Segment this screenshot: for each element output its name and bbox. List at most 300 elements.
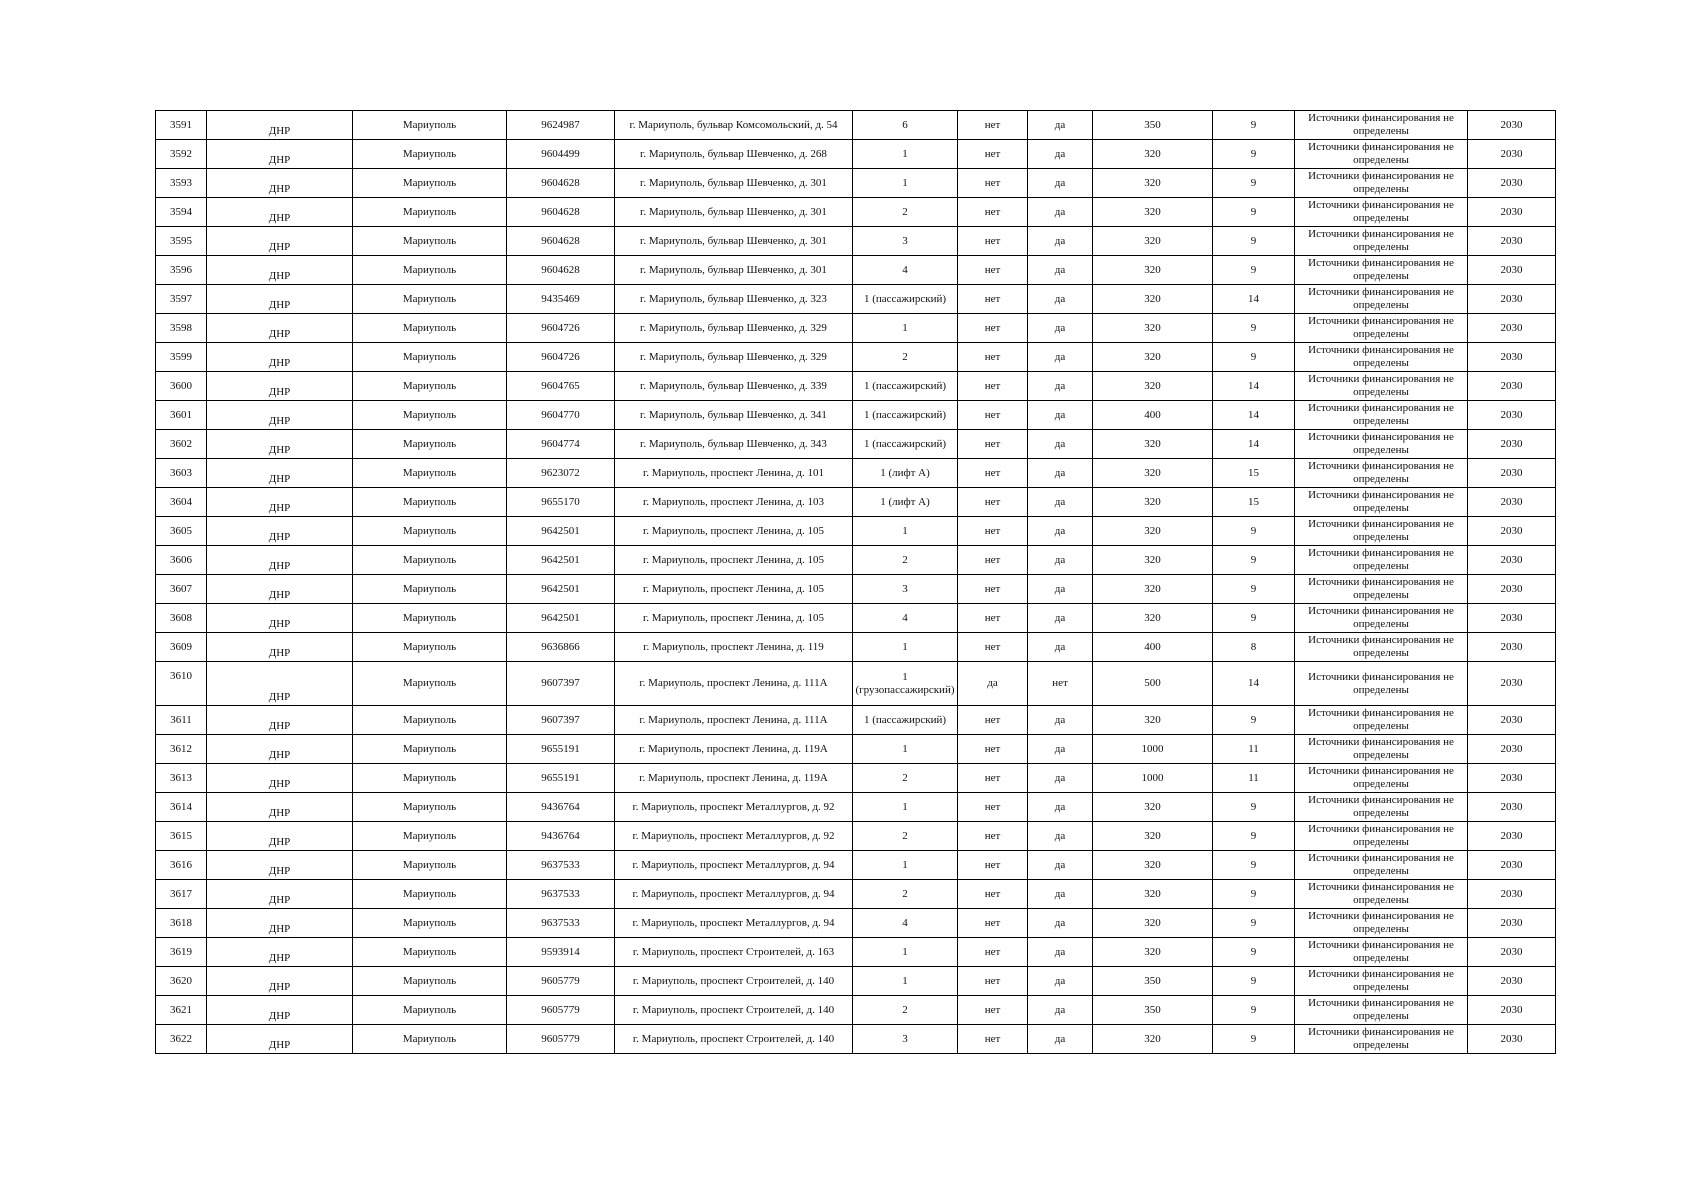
cell-row-number: 3610 [156, 662, 207, 706]
cell-flag-b: да [1028, 735, 1093, 764]
cell-elevator-number: 3 [853, 575, 958, 604]
cell-building-id: 9604628 [507, 227, 615, 256]
cell-address: г. Мариуполь, бульвар Шевченко, д. 301 [615, 256, 853, 285]
cell-row-number: 3602 [156, 430, 207, 459]
cell-elevator-number: 1 (лифт А) [853, 459, 958, 488]
cell-city: Мариуполь [353, 575, 507, 604]
cell-year: 2030 [1468, 706, 1556, 735]
cell-flag-b: да [1028, 314, 1093, 343]
cell-building-id: 9623072 [507, 459, 615, 488]
cell-flag-b: да [1028, 169, 1093, 198]
cell-city: Мариуполь [353, 140, 507, 169]
cell-floors: 14 [1213, 401, 1295, 430]
cell-flag-a: да [958, 662, 1028, 706]
cell-address: г. Мариуполь, бульвар Шевченко, д. 301 [615, 227, 853, 256]
cell-flag-a: нет [958, 546, 1028, 575]
cell-funding-source: Источники финансирования не определены [1295, 938, 1468, 967]
cell-row-number: 3599 [156, 343, 207, 372]
cell-flag-b: да [1028, 285, 1093, 314]
cell-capacity: 400 [1093, 401, 1213, 430]
cell-row-number: 3620 [156, 967, 207, 996]
cell-region: ДНР [207, 1025, 353, 1054]
cell-year: 2030 [1468, 996, 1556, 1025]
cell-flag-b: да [1028, 430, 1093, 459]
cell-city: Мариуполь [353, 169, 507, 198]
table-row [156, 851, 1556, 880]
cell-city: Мариуполь [353, 198, 507, 227]
cell-flag-b: да [1028, 633, 1093, 662]
cell-building-id: 9642501 [507, 517, 615, 546]
cell-capacity: 320 [1093, 285, 1213, 314]
cell-row-number: 3594 [156, 198, 207, 227]
cell-year: 2030 [1468, 140, 1556, 169]
cell-year: 2030 [1468, 111, 1556, 140]
cell-flag-a: нет [958, 575, 1028, 604]
cell-row-number: 3609 [156, 633, 207, 662]
cell-region: ДНР [207, 764, 353, 793]
cell-flag-a: нет [958, 517, 1028, 546]
cell-address: г. Мариуполь, проспект Ленина, д. 119А [615, 735, 853, 764]
cell-floors: 9 [1213, 996, 1295, 1025]
cell-city: Мариуполь [353, 793, 507, 822]
cell-region: ДНР [207, 459, 353, 488]
cell-building-id: 9604765 [507, 372, 615, 401]
cell-address: г. Мариуполь, бульвар Комсомольский, д. 54 [615, 111, 853, 140]
cell-flag-a: нет [958, 793, 1028, 822]
cell-row-number: 3601 [156, 401, 207, 430]
cell-region: ДНР [207, 662, 353, 706]
table-row [156, 111, 1556, 140]
cell-capacity: 320 [1093, 822, 1213, 851]
cell-flag-b: да [1028, 517, 1093, 546]
cell-capacity: 320 [1093, 851, 1213, 880]
cell-floors: 14 [1213, 285, 1295, 314]
cell-flag-b: да [1028, 372, 1093, 401]
cell-city: Мариуполь [353, 764, 507, 793]
cell-flag-a: нет [958, 880, 1028, 909]
cell-elevator-number: 2 [853, 198, 958, 227]
cell-flag-a: нет [958, 140, 1028, 169]
cell-city: Мариуполь [353, 604, 507, 633]
cell-floors: 9 [1213, 822, 1295, 851]
cell-region: ДНР [207, 314, 353, 343]
cell-elevator-number: 2 [853, 880, 958, 909]
cell-floors: 9 [1213, 198, 1295, 227]
cell-flag-a: нет [958, 764, 1028, 793]
cell-flag-a: нет [958, 198, 1028, 227]
table-row [156, 198, 1556, 227]
cell-year: 2030 [1468, 517, 1556, 546]
cell-building-id: 9642501 [507, 546, 615, 575]
table-row [156, 285, 1556, 314]
cell-region: ДНР [207, 198, 353, 227]
table-row [156, 314, 1556, 343]
cell-year: 2030 [1468, 764, 1556, 793]
elevator-table [155, 110, 1556, 1054]
cell-year: 2030 [1468, 909, 1556, 938]
cell-elevator-number: 1 (грузопассажирский) [853, 662, 958, 706]
cell-row-number: 3617 [156, 880, 207, 909]
cell-floors: 9 [1213, 546, 1295, 575]
cell-region: ДНР [207, 822, 353, 851]
cell-elevator-number: 2 [853, 764, 958, 793]
cell-funding-source: Источники финансирования не определены [1295, 401, 1468, 430]
table-row [156, 938, 1556, 967]
cell-city: Мариуполь [353, 1025, 507, 1054]
cell-address: г. Мариуполь, бульвар Шевченко, д. 301 [615, 198, 853, 227]
table-row [156, 793, 1556, 822]
cell-city: Мариуполь [353, 314, 507, 343]
cell-capacity: 320 [1093, 459, 1213, 488]
cell-building-id: 9436764 [507, 793, 615, 822]
cell-region: ДНР [207, 430, 353, 459]
cell-address: г. Мариуполь, проспект Ленина, д. 119А [615, 764, 853, 793]
cell-capacity: 350 [1093, 967, 1213, 996]
cell-funding-source: Источники финансирования не определены [1295, 488, 1468, 517]
cell-flag-b: да [1028, 256, 1093, 285]
cell-building-id: 9604770 [507, 401, 615, 430]
cell-elevator-number: 1 [853, 793, 958, 822]
cell-elevator-number: 1 [853, 851, 958, 880]
cell-address: г. Мариуполь, проспект Ленина, д. 105 [615, 517, 853, 546]
cell-region: ДНР [207, 604, 353, 633]
cell-funding-source: Источники финансирования не определены [1295, 764, 1468, 793]
cell-funding-source: Источники финансирования не определены [1295, 996, 1468, 1025]
cell-address: г. Мариуполь, проспект Металлургов, д. 94 [615, 851, 853, 880]
cell-flag-a: нет [958, 227, 1028, 256]
cell-row-number: 3612 [156, 735, 207, 764]
cell-city: Мариуполь [353, 111, 507, 140]
cell-address: г. Мариуполь, проспект Строителей, д. 163 [615, 938, 853, 967]
cell-flag-b: да [1028, 764, 1093, 793]
table-row [156, 575, 1556, 604]
cell-funding-source: Источники финансирования не определены [1295, 111, 1468, 140]
cell-year: 2030 [1468, 938, 1556, 967]
cell-city: Мариуполь [353, 227, 507, 256]
cell-row-number: 3596 [156, 256, 207, 285]
cell-address: г. Мариуполь, бульвар Шевченко, д. 323 [615, 285, 853, 314]
cell-row-number: 3622 [156, 1025, 207, 1054]
cell-building-id: 9605779 [507, 967, 615, 996]
cell-flag-a: нет [958, 343, 1028, 372]
cell-floors: 9 [1213, 1025, 1295, 1054]
cell-floors: 14 [1213, 372, 1295, 401]
cell-address: г. Мариуполь, проспект Ленина, д. 119 [615, 633, 853, 662]
cell-elevator-number: 1 [853, 735, 958, 764]
cell-row-number: 3607 [156, 575, 207, 604]
cell-floors: 9 [1213, 314, 1295, 343]
cell-elevator-number: 2 [853, 546, 958, 575]
cell-flag-a: нет [958, 706, 1028, 735]
cell-floors: 9 [1213, 909, 1295, 938]
table-row [156, 517, 1556, 546]
cell-address: г. Мариуполь, бульвар Шевченко, д. 268 [615, 140, 853, 169]
cell-region: ДНР [207, 227, 353, 256]
cell-year: 2030 [1468, 285, 1556, 314]
cell-funding-source: Источники финансирования не определены [1295, 909, 1468, 938]
cell-capacity: 320 [1093, 909, 1213, 938]
cell-funding-source: Источники финансирования не определены [1295, 285, 1468, 314]
cell-building-id: 9435469 [507, 285, 615, 314]
cell-row-number: 3618 [156, 909, 207, 938]
cell-flag-b: да [1028, 909, 1093, 938]
table-row [156, 996, 1556, 1025]
cell-capacity: 320 [1093, 140, 1213, 169]
cell-capacity: 320 [1093, 604, 1213, 633]
cell-capacity: 400 [1093, 633, 1213, 662]
cell-building-id: 9604499 [507, 140, 615, 169]
cell-row-number: 3621 [156, 996, 207, 1025]
cell-year: 2030 [1468, 575, 1556, 604]
table-row [156, 546, 1556, 575]
cell-city: Мариуполь [353, 401, 507, 430]
cell-city: Мариуполь [353, 517, 507, 546]
table-row [156, 662, 1556, 706]
cell-funding-source: Источники финансирования не определены [1295, 575, 1468, 604]
cell-flag-b: да [1028, 546, 1093, 575]
cell-elevator-number: 1 (пассажирский) [853, 372, 958, 401]
cell-funding-source: Источники финансирования не определены [1295, 1025, 1468, 1054]
cell-funding-source: Источники финансирования не определены [1295, 662, 1468, 706]
cell-flag-b: да [1028, 343, 1093, 372]
cell-building-id: 9604774 [507, 430, 615, 459]
table-row [156, 227, 1556, 256]
cell-region: ДНР [207, 909, 353, 938]
cell-year: 2030 [1468, 880, 1556, 909]
cell-city: Мариуполь [353, 880, 507, 909]
cell-flag-a: нет [958, 1025, 1028, 1054]
cell-address: г. Мариуполь, проспект Ленина, д. 111А [615, 706, 853, 735]
cell-building-id: 9642501 [507, 604, 615, 633]
cell-row-number: 3614 [156, 793, 207, 822]
cell-year: 2030 [1468, 662, 1556, 706]
table-row [156, 764, 1556, 793]
cell-funding-source: Источники финансирования не определены [1295, 169, 1468, 198]
cell-region: ДНР [207, 546, 353, 575]
cell-region: ДНР [207, 938, 353, 967]
cell-building-id: 9604726 [507, 314, 615, 343]
cell-building-id: 9607397 [507, 662, 615, 706]
cell-floors: 9 [1213, 517, 1295, 546]
cell-region: ДНР [207, 517, 353, 546]
cell-building-id: 9655191 [507, 735, 615, 764]
cell-city: Мариуполь [353, 909, 507, 938]
cell-capacity: 320 [1093, 517, 1213, 546]
cell-year: 2030 [1468, 488, 1556, 517]
cell-region: ДНР [207, 343, 353, 372]
table-row [156, 459, 1556, 488]
cell-region: ДНР [207, 401, 353, 430]
table-row [156, 735, 1556, 764]
cell-building-id: 9436764 [507, 822, 615, 851]
cell-elevator-number: 1 [853, 633, 958, 662]
cell-flag-a: нет [958, 909, 1028, 938]
cell-flag-a: нет [958, 430, 1028, 459]
cell-year: 2030 [1468, 735, 1556, 764]
cell-elevator-number: 1 [853, 967, 958, 996]
table-row [156, 169, 1556, 198]
cell-region: ДНР [207, 851, 353, 880]
cell-floors: 9 [1213, 575, 1295, 604]
cell-flag-b: да [1028, 488, 1093, 517]
cell-elevator-number: 4 [853, 604, 958, 633]
cell-year: 2030 [1468, 793, 1556, 822]
cell-building-id: 9636866 [507, 633, 615, 662]
cell-capacity: 320 [1093, 938, 1213, 967]
cell-elevator-number: 1 [853, 938, 958, 967]
table-row [156, 343, 1556, 372]
cell-capacity: 320 [1093, 546, 1213, 575]
cell-address: г. Мариуполь, проспект Металлургов, д. 94 [615, 909, 853, 938]
table-row [156, 880, 1556, 909]
cell-flag-a: нет [958, 314, 1028, 343]
cell-flag-b: да [1028, 851, 1093, 880]
cell-flag-b: да [1028, 938, 1093, 967]
cell-flag-a: нет [958, 735, 1028, 764]
cell-capacity: 320 [1093, 706, 1213, 735]
cell-capacity: 320 [1093, 256, 1213, 285]
cell-city: Мариуполь [353, 459, 507, 488]
cell-floors: 9 [1213, 169, 1295, 198]
cell-year: 2030 [1468, 256, 1556, 285]
cell-capacity: 320 [1093, 488, 1213, 517]
cell-building-id: 9637533 [507, 880, 615, 909]
cell-flag-a: нет [958, 111, 1028, 140]
table-row [156, 401, 1556, 430]
cell-elevator-number: 1 (пассажирский) [853, 430, 958, 459]
cell-address: г. Мариуполь, бульвар Шевченко, д. 301 [615, 169, 853, 198]
cell-building-id: 9655170 [507, 488, 615, 517]
cell-address: г. Мариуполь, проспект Ленина, д. 105 [615, 604, 853, 633]
table-row [156, 822, 1556, 851]
cell-city: Мариуполь [353, 938, 507, 967]
cell-flag-a: нет [958, 372, 1028, 401]
cell-city: Мариуполь [353, 633, 507, 662]
document-page [155, 110, 1556, 1054]
cell-flag-b: да [1028, 459, 1093, 488]
table-row [156, 633, 1556, 662]
cell-capacity: 320 [1093, 430, 1213, 459]
cell-row-number: 3611 [156, 706, 207, 735]
cell-building-id: 9637533 [507, 909, 615, 938]
cell-building-id: 9655191 [507, 764, 615, 793]
cell-region: ДНР [207, 575, 353, 604]
cell-floors: 9 [1213, 938, 1295, 967]
cell-building-id: 9593914 [507, 938, 615, 967]
cell-funding-source: Источники финансирования не определены [1295, 343, 1468, 372]
cell-city: Мариуполь [353, 488, 507, 517]
table-row [156, 430, 1556, 459]
cell-city: Мариуполь [353, 851, 507, 880]
cell-year: 2030 [1468, 822, 1556, 851]
cell-address: г. Мариуполь, проспект Ленина, д. 111А [615, 662, 853, 706]
cell-elevator-number: 1 (лифт А) [853, 488, 958, 517]
cell-year: 2030 [1468, 1025, 1556, 1054]
cell-floors: 9 [1213, 343, 1295, 372]
cell-row-number: 3598 [156, 314, 207, 343]
cell-row-number: 3608 [156, 604, 207, 633]
cell-flag-a: нет [958, 169, 1028, 198]
cell-year: 2030 [1468, 851, 1556, 880]
cell-year: 2030 [1468, 459, 1556, 488]
cell-region: ДНР [207, 706, 353, 735]
cell-year: 2030 [1468, 314, 1556, 343]
cell-flag-b: да [1028, 996, 1093, 1025]
cell-row-number: 3591 [156, 111, 207, 140]
cell-capacity: 320 [1093, 343, 1213, 372]
cell-capacity: 320 [1093, 880, 1213, 909]
cell-funding-source: Источники финансирования не определены [1295, 604, 1468, 633]
cell-funding-source: Источники финансирования не определены [1295, 546, 1468, 575]
cell-city: Мариуполь [353, 256, 507, 285]
cell-floors: 14 [1213, 430, 1295, 459]
cell-row-number: 3606 [156, 546, 207, 575]
table-body [156, 111, 1556, 1054]
cell-region: ДНР [207, 111, 353, 140]
cell-year: 2030 [1468, 430, 1556, 459]
cell-address: г. Мариуполь, проспект Ленина, д. 101 [615, 459, 853, 488]
cell-funding-source: Источники финансирования не определены [1295, 706, 1468, 735]
table-row [156, 488, 1556, 517]
cell-region: ДНР [207, 285, 353, 314]
cell-floors: 9 [1213, 227, 1295, 256]
cell-building-id: 9637533 [507, 851, 615, 880]
cell-region: ДНР [207, 140, 353, 169]
cell-flag-b: да [1028, 793, 1093, 822]
cell-funding-source: Источники финансирования не определены [1295, 430, 1468, 459]
cell-row-number: 3619 [156, 938, 207, 967]
table-row [156, 706, 1556, 735]
cell-elevator-number: 1 [853, 140, 958, 169]
cell-capacity: 320 [1093, 198, 1213, 227]
cell-address: г. Мариуполь, бульвар Шевченко, д. 343 [615, 430, 853, 459]
cell-flag-b: да [1028, 198, 1093, 227]
table-row [156, 967, 1556, 996]
cell-flag-b: да [1028, 822, 1093, 851]
cell-year: 2030 [1468, 343, 1556, 372]
cell-building-id: 9642501 [507, 575, 615, 604]
cell-funding-source: Источники финансирования не определены [1295, 633, 1468, 662]
cell-year: 2030 [1468, 967, 1556, 996]
cell-address: г. Мариуполь, бульвар Шевченко, д. 329 [615, 343, 853, 372]
cell-region: ДНР [207, 488, 353, 517]
cell-city: Мариуполь [353, 735, 507, 764]
cell-flag-a: нет [958, 996, 1028, 1025]
cell-city: Мариуполь [353, 285, 507, 314]
cell-address: г. Мариуполь, проспект Строителей, д. 140 [615, 967, 853, 996]
cell-address: г. Мариуполь, проспект Металлургов, д. 92 [615, 822, 853, 851]
cell-building-id: 9624987 [507, 111, 615, 140]
cell-year: 2030 [1468, 169, 1556, 198]
cell-building-id: 9604726 [507, 343, 615, 372]
cell-address: г. Мариуполь, бульвар Шевченко, д. 341 [615, 401, 853, 430]
cell-flag-b: да [1028, 967, 1093, 996]
cell-address: г. Мариуполь, проспект Металлургов, д. 94 [615, 880, 853, 909]
cell-city: Мариуполь [353, 706, 507, 735]
cell-flag-b: нет [1028, 662, 1093, 706]
cell-address: г. Мариуполь, бульвар Шевченко, д. 339 [615, 372, 853, 401]
cell-row-number: 3605 [156, 517, 207, 546]
cell-floors: 15 [1213, 488, 1295, 517]
cell-floors: 9 [1213, 604, 1295, 633]
cell-elevator-number: 1 (пассажирский) [853, 706, 958, 735]
cell-address: г. Мариуполь, проспект Строителей, д. 140 [615, 1025, 853, 1054]
cell-flag-b: да [1028, 1025, 1093, 1054]
cell-funding-source: Источники финансирования не определены [1295, 517, 1468, 546]
cell-city: Мариуполь [353, 372, 507, 401]
cell-city: Мариуполь [353, 967, 507, 996]
cell-city: Мариуполь [353, 822, 507, 851]
